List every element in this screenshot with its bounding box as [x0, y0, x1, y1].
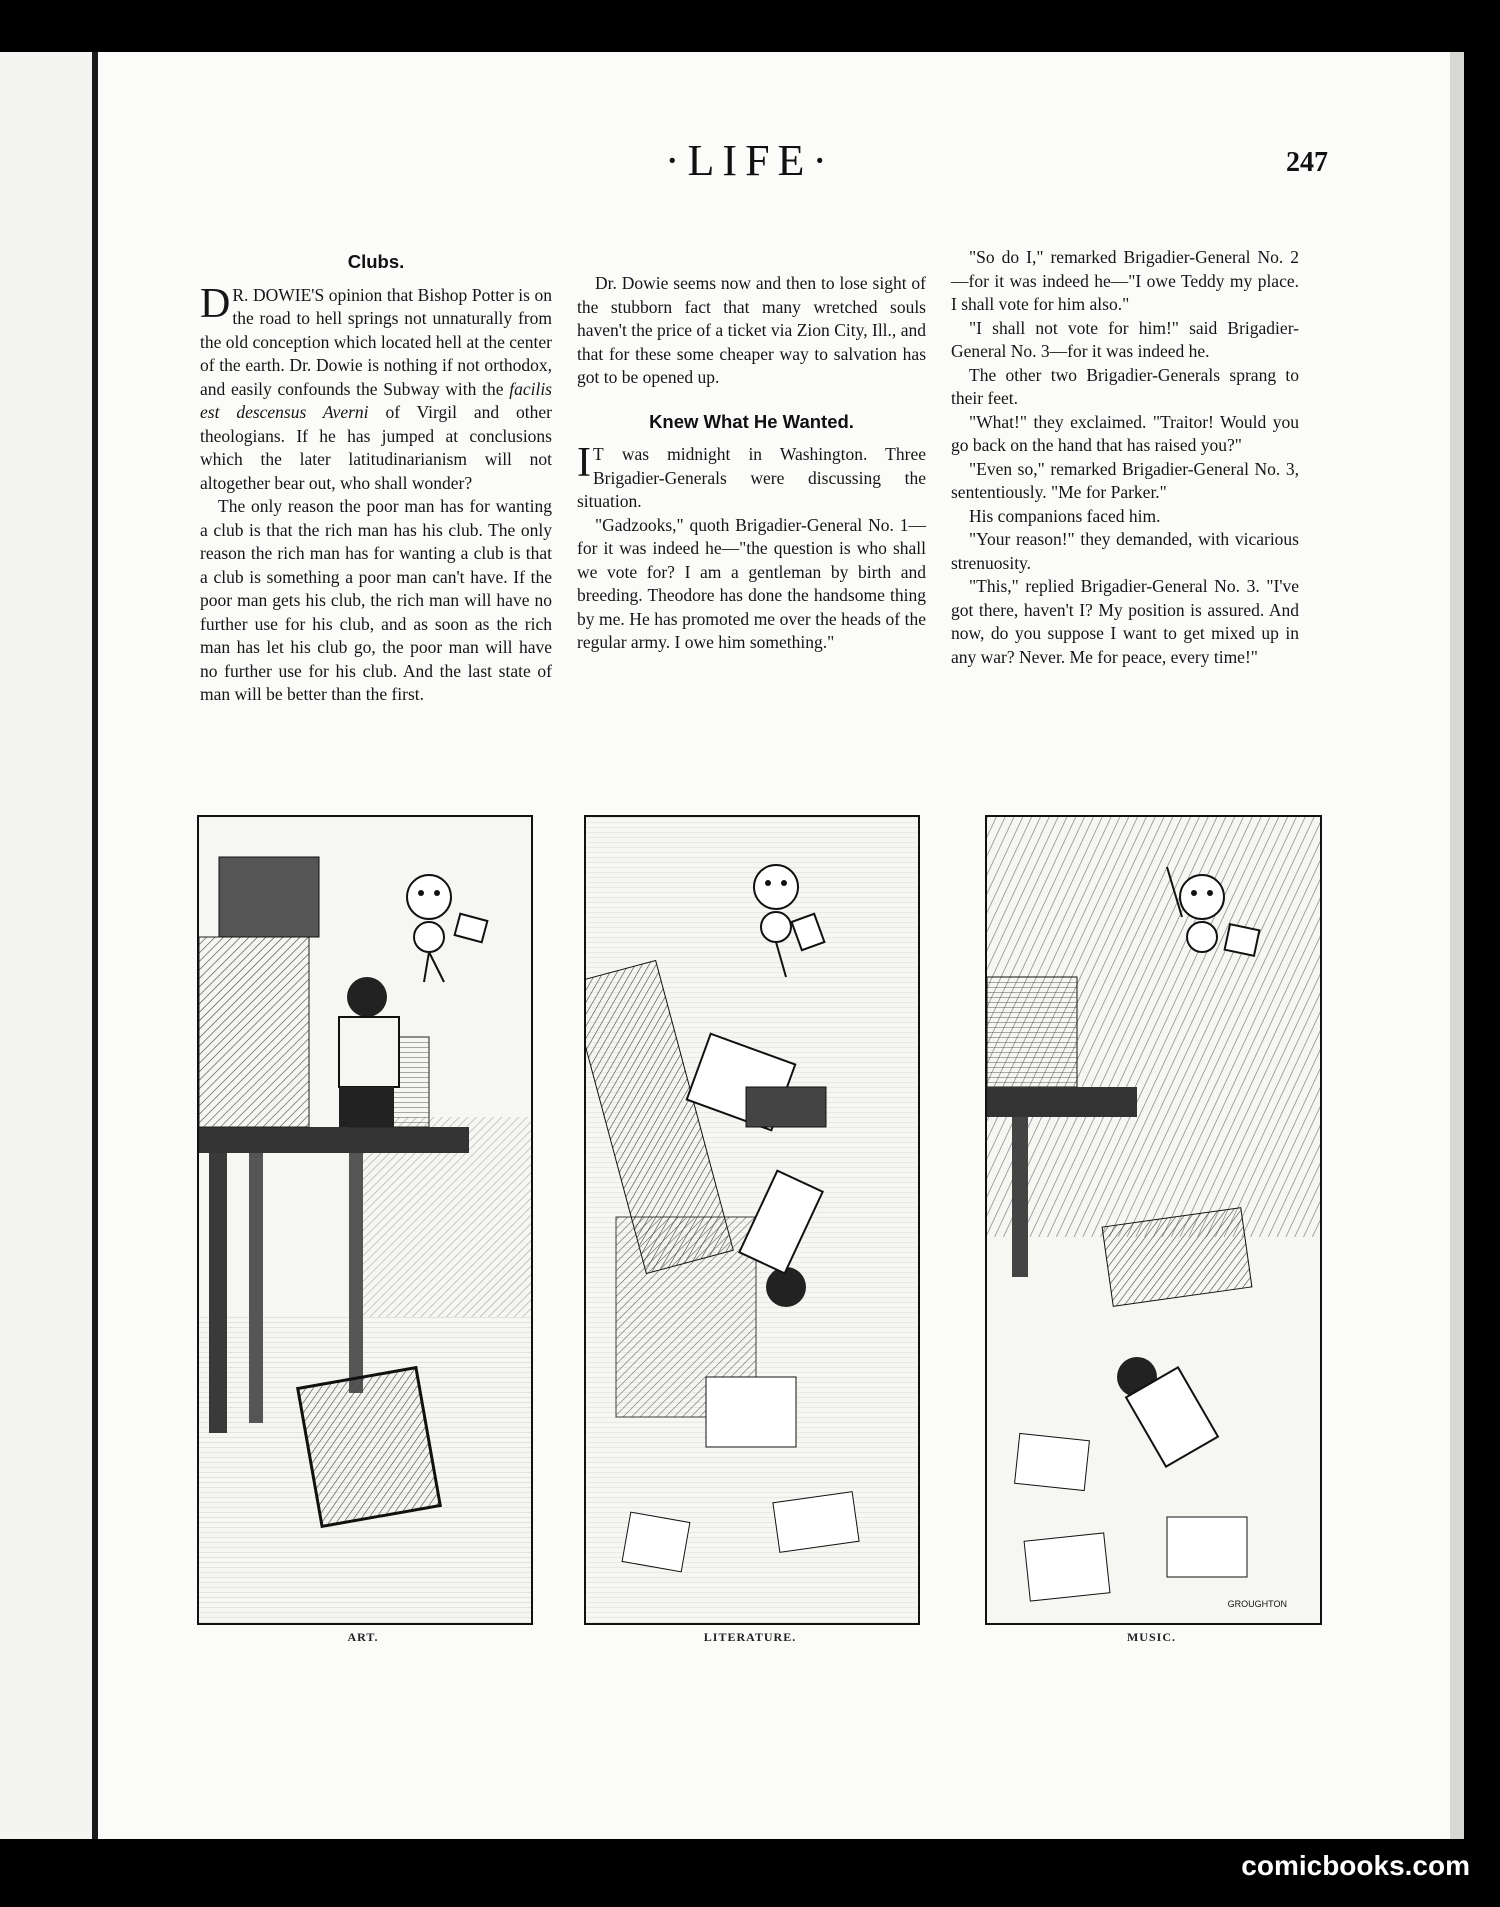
column-2: [577, 272, 926, 655]
knew-paragraph-1: [577, 440, 926, 514]
knew-paragraph-4: "I shall not vote for him!" said Brigadier-General No. 3—for it was indeed he.: [951, 317, 1299, 361]
caption-music: MUSIC.: [1126, 1630, 1176, 1644]
latin-phrase: facilis est descensus Averni: [200, 378, 552, 422]
column-3: [951, 246, 1299, 669]
caption-art: ART.: [347, 1630, 379, 1644]
knew-paragraph-2: "Gadzooks," quoth Brigadier-General No. 1—for it was indeed he—"the question is who shall we vote for? I am a gentleman by birth and breeding. Theodore has done the handsome thing by me. He has promoted me over the heads of the regular army. I owe him something.": [577, 514, 926, 652]
drop-cap: D: [200, 280, 231, 327]
drop-cap: I: [577, 440, 591, 486]
knew-heading: Knew What He Wanted.: [649, 410, 854, 432]
clubs-paragraph-2: The only reason the poor man has for wanting a club is that the rich man has his club. The only reason the rich man has for wanting a club is that a club is something a poor man can't have. If the poor man gets his club, the rich man will have no further use for his club, and as soon as the rich man has let his club go, the poor man will have no further use for his club. And the last state of man will be better than the first.: [200, 496, 552, 704]
clubs-text: opinion that Bishop Potter is on the road to hell springs not unnaturally from the old conception which located hell at the center of the earth. Dr. Dowie is nothing if not orthodox, and easily confounds the Subway with the: [200, 284, 552, 399]
knew-text: was midnight in Washington. Three Brigadier-Generals were discussing the situation.: [577, 444, 926, 511]
knew-paragraph-6: "What!" they exclaimed. "Traitor! Would you go back on the hand that has raised you?": [951, 411, 1299, 455]
column-1: [200, 246, 552, 707]
facing-page-edge: [0, 52, 92, 1839]
artist-signature: GROUGHTON: [1227, 1599, 1287, 1609]
knew-paragraph-3: "So do I," remarked Brigadier-General No. 2—for it was indeed he—"I owe Teddy my place. I shall vote for him also.": [951, 247, 1299, 314]
illustration-literature: [584, 815, 920, 1625]
knew-paragraph-7: "Even so," remarked Brigadier-General No. 3, sententiously. "Me for Parker.": [951, 458, 1299, 502]
knew-paragraph-5: The other two Brigadier-Generals sprang to their feet.: [951, 364, 1299, 408]
caption-literature: LITERATURE.: [703, 1630, 797, 1644]
page-number: 247: [1286, 147, 1328, 178]
illustration-art: [197, 815, 533, 1625]
knew-paragraph-10: "This," replied Brigadier-General No. 3. "I've got there, haven't I? My position is assured. And now, do you suppose I want to get mixed up in any war? Never. Me for peace, every time!": [951, 576, 1299, 667]
knew-paragraph-8: His companions faced him.: [969, 505, 1161, 526]
illustration-music: [985, 815, 1322, 1625]
clubs-paragraph-3: Dr. Dowie seems now and then to lose sight of the stubborn fact that many wretched souls haven't the price of a ticket via Zion City, Ill., and that for these some cheaper way to salvation has got to be opened up.: [577, 273, 926, 387]
clubs-paragraph-1: [200, 280, 553, 496]
watermark: comicbooks.com: [1241, 1850, 1470, 1881]
clubs-lead-in: R. DOWIE'S: [232, 284, 325, 305]
masthead: ·LIFE·: [664, 136, 836, 185]
knew-paragraph-9: "Your reason!" they demanded, with vicarious strenuosity.: [951, 529, 1299, 573]
clubs-text-tail: of Virgil and other theologians. If he has jumped at conclusions which the later latitudinarianism will not altogether bear out, who shall wonder?: [200, 402, 553, 493]
knew-lead-in: T: [593, 444, 604, 464]
clubs-heading: Clubs.: [347, 251, 405, 272]
page-right-edge: [1450, 52, 1464, 1839]
